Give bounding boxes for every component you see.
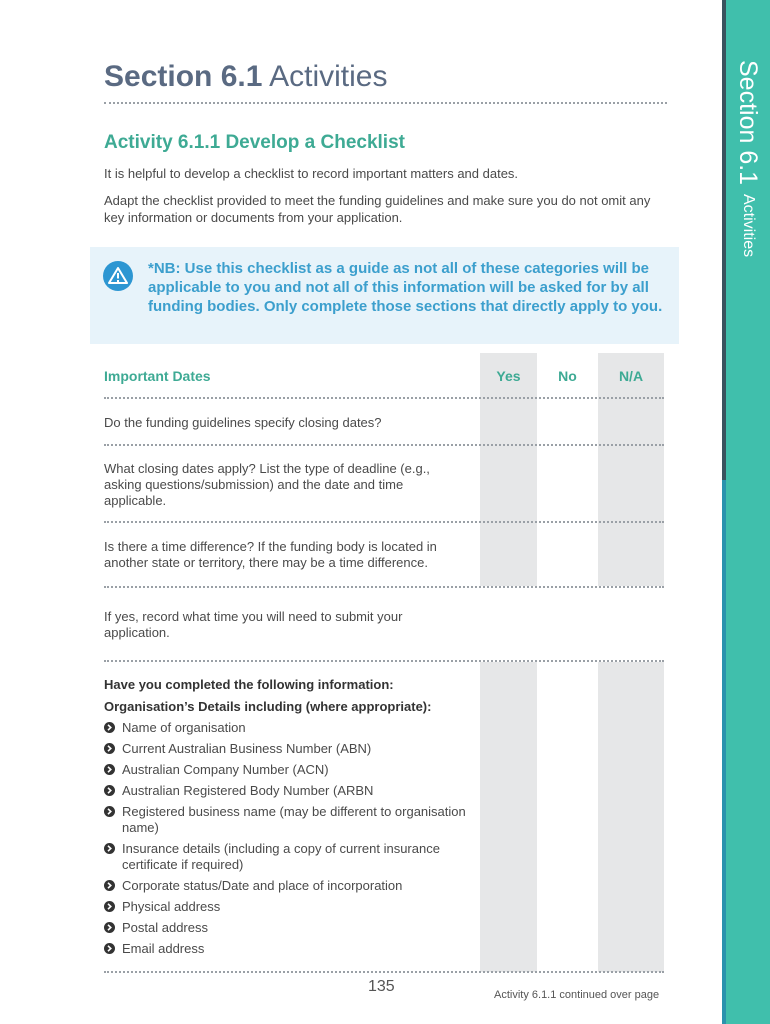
completed-info-heading: Have you completed the following information: (104, 677, 394, 692)
nb-callout (90, 247, 679, 344)
na-column-shade-top (598, 353, 664, 586)
checklist-row: If yes, record what time you will need to submit your application. (104, 609, 403, 640)
list-item-label: Australian Registered Body Number (ARBN (122, 783, 374, 798)
warning-icon (103, 261, 133, 291)
row-divider (104, 397, 664, 399)
side-tab-label (728, 60, 762, 257)
list-item-label: Australian Company Number (ACN) (122, 762, 329, 777)
side-tab-title: Activities (740, 193, 757, 257)
list-item-label: Postal address (122, 920, 208, 935)
list-item-label: Email address (122, 941, 205, 956)
list-item-label: Current Australian Business Number (ABN) (122, 741, 372, 756)
side-tab-stripe (722, 0, 726, 1024)
organisation-details-list (104, 720, 474, 962)
page-title (104, 60, 387, 94)
chevron-right-icon (104, 880, 115, 891)
list-item (104, 841, 474, 873)
list-item (104, 878, 474, 894)
side-tab-section: Section 6.1 (734, 60, 762, 186)
title-divider (104, 102, 667, 104)
yes-column-shade-bottom (480, 662, 537, 972)
yes-column-shade-top (480, 353, 537, 586)
list-item (104, 920, 474, 936)
page-title-text: Activities (269, 60, 388, 93)
list-item (104, 762, 474, 778)
row-divider (104, 660, 664, 662)
chevron-right-icon (104, 743, 115, 754)
chevron-right-icon (104, 785, 115, 796)
organisation-details-heading: Organisation’s Details including (where appropriate): (104, 699, 432, 714)
chevron-right-icon (104, 722, 115, 733)
activity-instruction: Adapt the checklist provided to meet the funding guidelines and make sure you do not omit any key information or documents from your application. (104, 193, 651, 225)
list-item (104, 720, 474, 736)
no-column-label: No (558, 368, 577, 384)
page-title-number: Section 6.1 (104, 60, 263, 93)
chevron-right-icon (104, 764, 115, 775)
na-column-label: N/A (618, 368, 644, 384)
na-column-shade-bottom (598, 662, 664, 972)
row-divider (104, 521, 664, 523)
list-item-label: Physical address (122, 899, 221, 914)
checklist-row: Is there a time difference? If the funding body is located in another state or territory, there may be a time difference. (104, 539, 437, 570)
chevron-right-icon (104, 922, 115, 933)
page-number: 135 (368, 978, 395, 995)
checklist-row: What closing dates apply? List the type of deadline (e.g., asking questions/submission) and the date and time applicable. (104, 461, 430, 508)
checklist-row: Do the funding guidelines specify closing dates? (104, 415, 382, 430)
activity-intro: It is helpful to develop a checklist to record important matters and dates. (104, 166, 519, 181)
continued-note: Activity 6.1.1 continued over page (494, 989, 660, 1001)
list-item-label: Corporate status/Date and place of incorporation (122, 878, 403, 893)
list-item (104, 804, 474, 836)
important-dates-heading: Important Dates (104, 368, 211, 384)
row-divider (104, 971, 664, 973)
chevron-right-icon (104, 806, 115, 817)
list-item (104, 899, 474, 915)
list-item (104, 783, 474, 799)
list-item-label: Insurance details (including a copy of current insurance certificate if required) (122, 841, 440, 872)
list-item-label: Name of organisation (122, 720, 246, 735)
yes-column-label: Yes (496, 368, 521, 384)
list-item (104, 741, 474, 757)
activity-heading: Activity 6.1.1 Develop a Checklist (104, 132, 405, 153)
chevron-right-icon (104, 901, 115, 912)
list-item (104, 941, 474, 957)
row-divider (104, 444, 664, 446)
row-divider (104, 586, 664, 588)
callout-text: *NB: Use this checklist as a guide as not all of these categories will be applicable to you and not all of this information will be asked for by all funding bodies. Only complete those sections that directly apply to you. (148, 260, 663, 315)
chevron-right-icon (104, 943, 115, 954)
list-item-label: Registered business name (may be different to organisation name) (122, 804, 466, 835)
section-side-tab (722, 0, 770, 1024)
chevron-right-icon (104, 843, 115, 854)
